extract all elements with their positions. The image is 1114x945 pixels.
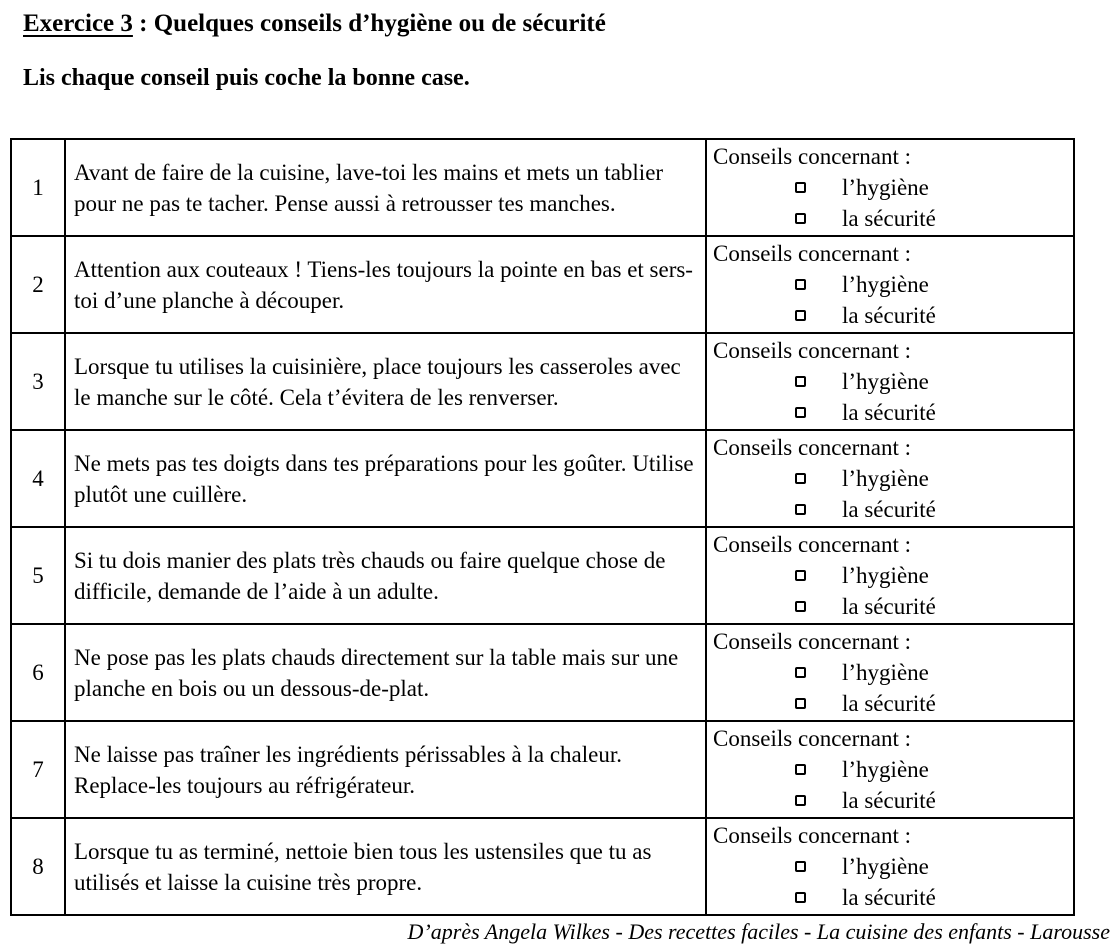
conseils-cell bbox=[706, 721, 1074, 818]
checkbox-label: la sécurité bbox=[842, 206, 936, 231]
advice-text: Avant de faire de la cuisine, lave-toi les mains et mets un tablier pour ne pas te tacher. Pense aussi à retrousser tes manches. bbox=[65, 139, 706, 236]
checkbox-icon[interactable] bbox=[795, 764, 806, 775]
row-number: 2 bbox=[11, 236, 65, 333]
advice-text: Lorsque tu utilises la cuisinière, place toujours les casseroles avec le manche sur le côté. Cela t’évitera de les renverser. bbox=[65, 333, 706, 430]
exercise-label: Exercice 3 bbox=[23, 10, 133, 37]
checkbox-icon[interactable] bbox=[795, 182, 806, 193]
checkbox-label: l’hygiène bbox=[842, 563, 929, 588]
conseils-cell bbox=[706, 818, 1074, 915]
source-attribution: D’après Angela Wilkes - Des recettes faciles - La cuisine des enfants - Larousse bbox=[407, 919, 1110, 944]
advice-text: Lorsque tu as terminé, nettoie bien tous les ustensiles que tu as utilisés et laisse la cuisine très propre. bbox=[65, 818, 706, 915]
checkbox-label: l’hygiène bbox=[842, 854, 929, 879]
checkbox-icon[interactable] bbox=[795, 601, 806, 612]
checkbox-label: la sécurité bbox=[842, 885, 936, 910]
conseils-header: Conseils concernant : bbox=[713, 532, 912, 557]
conseils-cell bbox=[706, 624, 1074, 721]
advice-table bbox=[10, 138, 1075, 916]
page-title bbox=[23, 8, 1114, 39]
checkbox-option-securite[interactable] bbox=[795, 882, 1069, 913]
checkbox-option-securite[interactable] bbox=[795, 591, 1069, 622]
checkbox-option-hygiene[interactable] bbox=[795, 366, 1069, 397]
checkbox-icon[interactable] bbox=[795, 504, 806, 515]
checkbox-option-hygiene[interactable] bbox=[795, 657, 1069, 688]
checkbox-option-securite[interactable] bbox=[795, 203, 1069, 234]
conseils-cell bbox=[706, 430, 1074, 527]
row-number: 8 bbox=[11, 818, 65, 915]
checkbox-option-securite[interactable] bbox=[795, 397, 1069, 428]
checkbox-icon[interactable] bbox=[795, 861, 806, 872]
conseils-header: Conseils concernant : bbox=[713, 338, 912, 363]
checkbox-icon[interactable] bbox=[795, 407, 806, 418]
instruction-text: Lis chaque conseil puis coche la bonne case. bbox=[23, 65, 470, 91]
title-rest: : Quelques conseils d’hygiène ou de sécurité bbox=[132, 10, 606, 37]
checkbox-label: la sécurité bbox=[842, 400, 936, 425]
conseils-cell bbox=[706, 527, 1074, 624]
conseils-header: Conseils concernant : bbox=[713, 241, 912, 266]
row-number: 4 bbox=[11, 430, 65, 527]
checkbox-label: l’hygiène bbox=[842, 466, 929, 491]
checkbox-label: la sécurité bbox=[842, 303, 936, 328]
row-number: 5 bbox=[11, 527, 65, 624]
checkbox-icon[interactable] bbox=[795, 376, 806, 387]
checkbox-label: l’hygiène bbox=[842, 757, 929, 782]
checkbox-option-securite[interactable] bbox=[795, 494, 1069, 525]
advice-text: Ne pose pas les plats chauds directement sur la table mais sur une planche en bois ou un dessous-de-plat. bbox=[65, 624, 706, 721]
checkbox-option-hygiene[interactable] bbox=[795, 269, 1069, 300]
conseils-cell bbox=[706, 236, 1074, 333]
checkbox-label: la sécurité bbox=[842, 788, 936, 813]
checkbox-label: la sécurité bbox=[842, 594, 936, 619]
advice-text: Attention aux couteaux ! Tiens-les toujours la pointe en bas et sers-toi d’une planche à découper. bbox=[65, 236, 706, 333]
advice-text: Ne laisse pas traîner les ingrédients périssables à la chaleur. Replace-les toujours au réfrigérateur. bbox=[65, 721, 706, 818]
conseils-header: Conseils concernant : bbox=[713, 629, 912, 654]
advice-text: Ne mets pas tes doigts dans tes préparations pour les goûter. Utilise plutôt une cuillère. bbox=[65, 430, 706, 527]
checkbox-label: la sécurité bbox=[842, 691, 936, 716]
checkbox-label: l’hygiène bbox=[842, 272, 929, 297]
checkbox-label: l’hygiène bbox=[842, 369, 929, 394]
checkbox-icon[interactable] bbox=[795, 213, 806, 224]
checkbox-icon[interactable] bbox=[795, 892, 806, 903]
checkbox-icon[interactable] bbox=[795, 698, 806, 709]
checkbox-option-securite[interactable] bbox=[795, 300, 1069, 331]
checkbox-icon[interactable] bbox=[795, 667, 806, 678]
row-number: 7 bbox=[11, 721, 65, 818]
conseils-header: Conseils concernant : bbox=[713, 726, 912, 751]
checkbox-option-hygiene[interactable] bbox=[795, 172, 1069, 203]
table-row bbox=[11, 139, 1074, 236]
checkbox-label: l’hygiène bbox=[842, 660, 929, 685]
conseils-header: Conseils concernant : bbox=[713, 144, 912, 169]
checkbox-icon[interactable] bbox=[795, 473, 806, 484]
checkbox-option-hygiene[interactable] bbox=[795, 754, 1069, 785]
table-row bbox=[11, 818, 1074, 915]
table-row bbox=[11, 430, 1074, 527]
checkbox-icon[interactable] bbox=[795, 310, 806, 321]
row-number: 1 bbox=[11, 139, 65, 236]
table-row bbox=[11, 527, 1074, 624]
checkbox-option-securite[interactable] bbox=[795, 688, 1069, 719]
advice-text: Si tu dois manier des plats très chauds ou faire quelque chose de difficile, demande de l’aide à un adulte. bbox=[65, 527, 706, 624]
conseils-cell bbox=[706, 139, 1074, 236]
table-row bbox=[11, 721, 1074, 818]
checkbox-icon[interactable] bbox=[795, 279, 806, 290]
checkbox-option-hygiene[interactable] bbox=[795, 560, 1069, 591]
checkbox-option-hygiene[interactable] bbox=[795, 851, 1069, 882]
conseils-cell bbox=[706, 333, 1074, 430]
row-number: 6 bbox=[11, 624, 65, 721]
table-row bbox=[11, 333, 1074, 430]
checkbox-option-securite[interactable] bbox=[795, 785, 1069, 816]
conseils-header: Conseils concernant : bbox=[713, 435, 912, 460]
checkbox-label: la sécurité bbox=[842, 497, 936, 522]
conseils-header: Conseils concernant : bbox=[713, 823, 912, 848]
row-number: 3 bbox=[11, 333, 65, 430]
table-row bbox=[11, 236, 1074, 333]
checkbox-label: l’hygiène bbox=[842, 175, 929, 200]
checkbox-icon[interactable] bbox=[795, 795, 806, 806]
checkbox-icon[interactable] bbox=[795, 570, 806, 581]
checkbox-option-hygiene[interactable] bbox=[795, 463, 1069, 494]
table-row bbox=[11, 624, 1074, 721]
